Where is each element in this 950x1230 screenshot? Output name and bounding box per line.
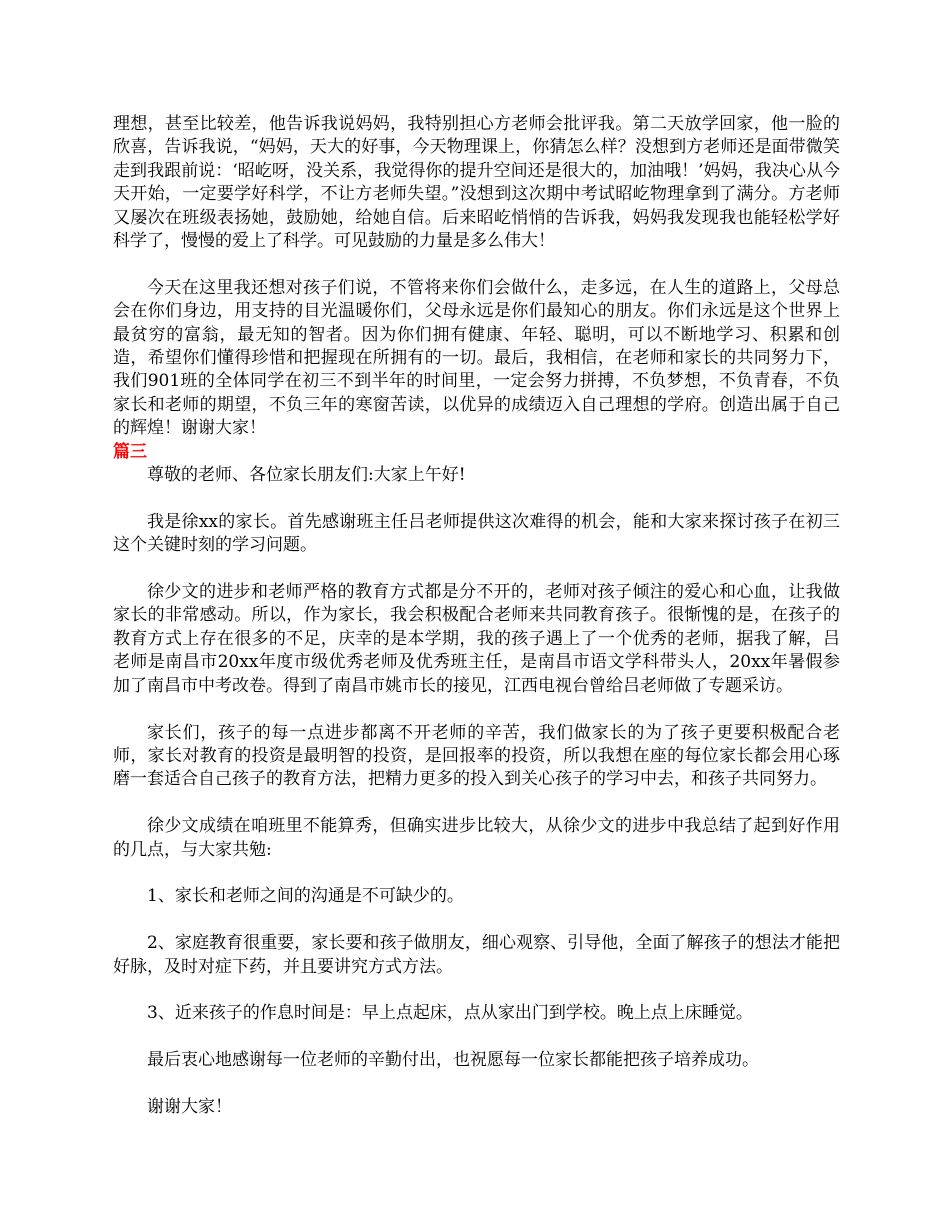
paragraph-greeting: 尊敬的老师、各位家长朋友们:大家上午好! <box>147 465 466 486</box>
paragraph-gap <box>113 909 840 932</box>
paragraph-gap <box>113 698 840 721</box>
list-item-schedule: 3、近来孩子的作息时间是：早上点起床，点从家出门到学校。晚上点上床睡觉。 <box>147 1003 753 1024</box>
paragraph-gap <box>113 792 840 815</box>
paragraph-message-to-children: 今天在这里我还想对孩子们说，不管将来你们会做什么，走多远，在人生的道路上，父母总会在你们身边，用支持的目光温暖你们，父母永远是你们最知心的朋友。你们永远是这个世界上最贫穷的富翁，最无知的智者。因为你们拥有健康、年轻、聪明，可以不断地学习、积累和创造，希望你们懂得珍惜和把握现在所拥有的一切。最后，我相信，在老师和家长的共同努力下，我们901班的全体同学在初三不到半年的时间里，一定会努力拼搏，不负梦想，不负青春，不负家长和老师的期望，不负三年的寒窗苦读，以优异的成绩迈入自己理想的学府。创造出属于自己的辉煌！谢谢大家！ <box>113 277 840 439</box>
paragraph-gap <box>113 558 840 581</box>
paragraph-gap <box>113 1073 840 1096</box>
paragraph-teacher-praise: 徐少文的进步和老师严格的教育方式都是分不开的，老师对孩子倾注的爱心和心血，让我做家长的非常感动。所以，作为家长，我会积极配合老师来共同教育孩子。很惭愧的是，在孩子的教育方式上存在很多的不足，庆幸的是本学期，我的孩子遇上了一个优秀的老师，据我了解，吕老师是南昌市20xx年度市级优秀老师及优秀班主任，是南昌市语文学科带头人，20xx年暑假参加了南昌市中考改卷。得到了南昌市姚市长的接见，江西电视台曾给吕老师做了专题采访。 <box>113 582 840 696</box>
list-item-family-education: 2、家庭教育很重要，家长要和孩子做朋友，细心观察、引导他，全面了解孩子的想法才能把好脉，及时对症下药，并且要讲究方式方法。 <box>113 933 840 977</box>
paragraph-final-thanks: 谢谢大家！ <box>147 1096 232 1117</box>
paragraph-closing-thanks: 最后衷心地感谢每一位老师的辛勤付出，也祝愿每一位家长都能把孩子培养成功。 <box>147 1050 759 1071</box>
paragraph-parents-appeal: 家长们，孩子的每一点进步都离不开老师的辛苦，我们做家长的为了孩子更要积极配合老师，家长对教育的投资是最明智的投资，是回报率的投资，所以我想在座的每位家长都会用心琢磨一套适合自己孩子的教育方法，把精力更多的投入到关心孩子的学习中去，和孩子共同努力。 <box>113 722 840 790</box>
paragraph-introduction: 我是徐xx的家长。首先感谢班主任吕老师提供这次难得的机会，能和大家来探讨孩子在初三这个关键时刻的学习问题。 <box>113 511 840 556</box>
section-heading: 篇三 <box>113 441 147 462</box>
paragraph-gap <box>113 1026 840 1049</box>
document-page <box>113 113 840 1119</box>
paragraph-progress-summary: 徐少文成绩在咱班里不能算秀，但确实进步比较大，从徐少文的进步中我总结了起到好作用的几点，与大家共勉: <box>113 816 840 860</box>
paragraph-encouragement-story: 理想，甚至比较差，他告诉我说妈妈，我特别担心方老师会批评我。第二天放学回家，他一脸的欣喜，告诉我说，“妈妈，天大的好事，今天物理课上，你猜怎么样？没想到方老师还是面带微笑走到我跟前说：‘昭屹呀，没关系，我觉得你的提升空间还是很大的，加油哦！’妈妈，我决心从今天开始，一定要学好科学，不让方老师失望。”没想到这次期中考试昭屹物理拿到了满分。方老师又屡次在班级表扬她，鼓励她，给她自信。后来昭屹悄悄的告诉我，妈妈我发现我也能轻松学好科学了，慢慢的爱上了科学。可见鼓励的力量是多么伟大！ <box>113 114 840 252</box>
paragraph-gap <box>113 487 840 510</box>
paragraph-gap <box>113 253 840 276</box>
list-item-communication: 1、家长和老师之间的沟通是不可缺少的。 <box>147 886 464 907</box>
paragraph-gap <box>113 862 840 885</box>
paragraph-gap <box>113 979 840 1002</box>
